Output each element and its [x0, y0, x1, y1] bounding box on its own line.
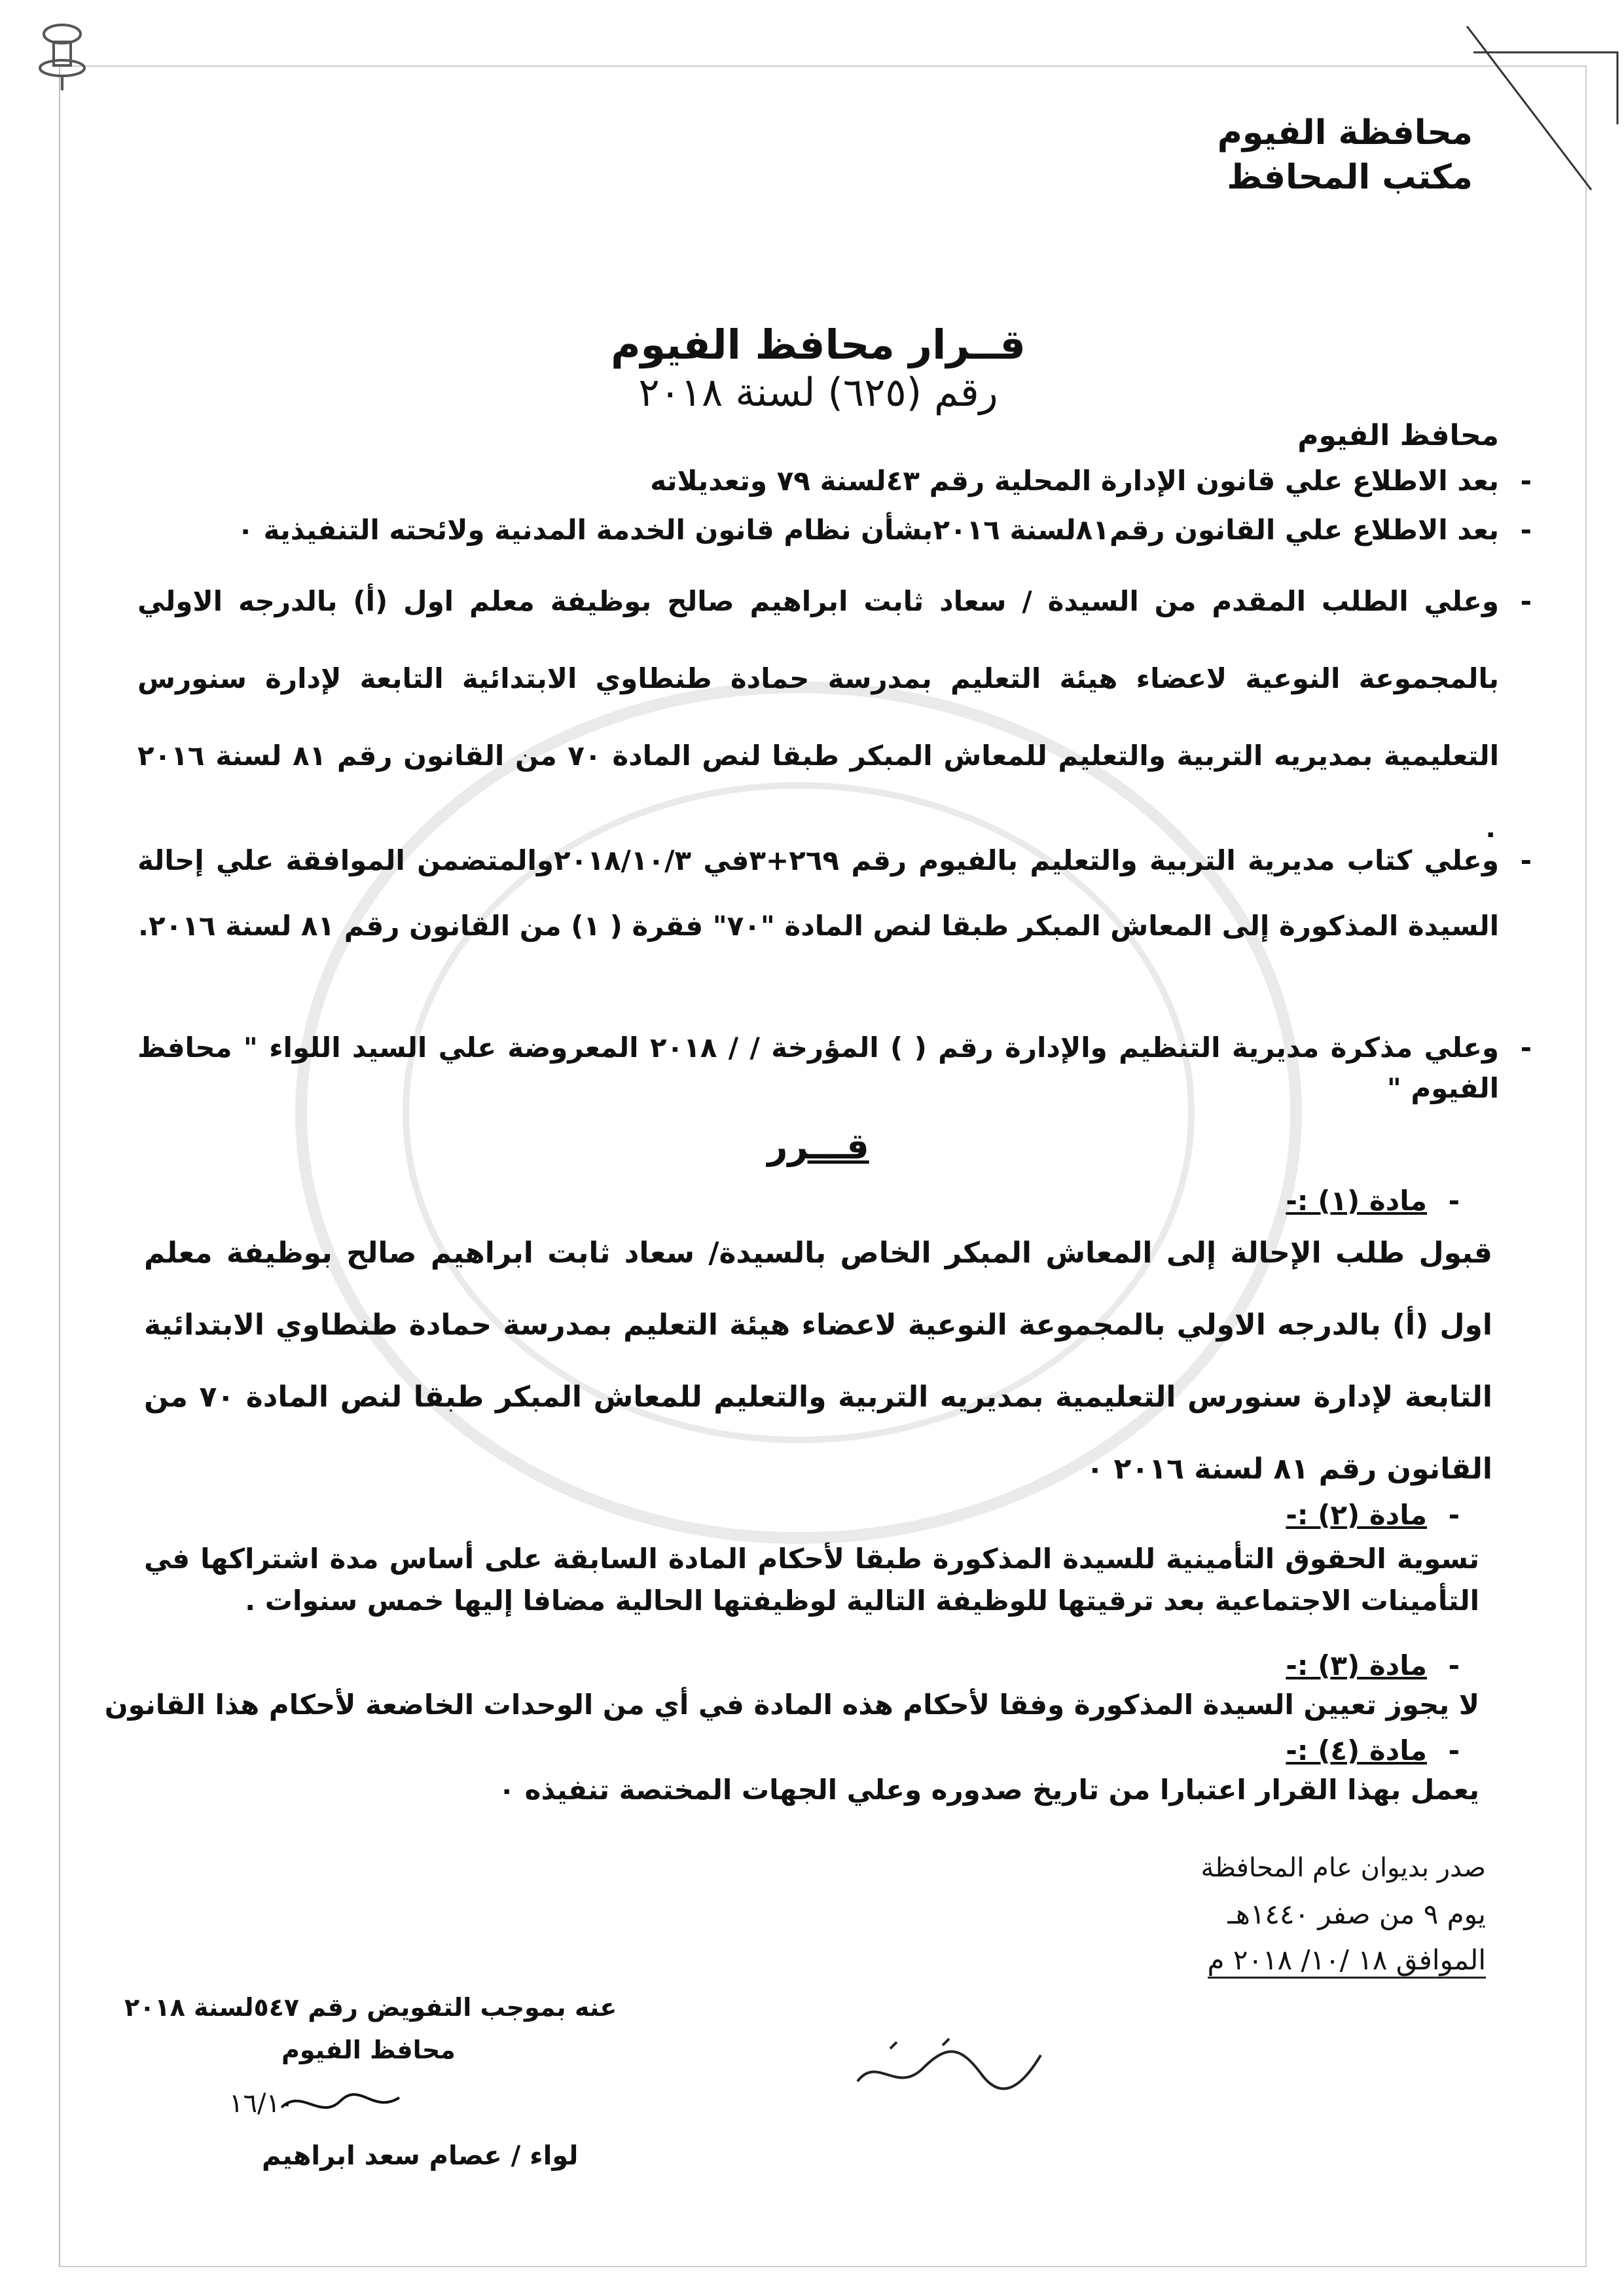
addressee: محافظ الفيوم: [1297, 419, 1499, 452]
decree-title: قــرار محافظ الفيوم: [611, 321, 1026, 368]
article-1-text: قبول طلب الإحالة إلى المعاش المبكر الخاص بالسيدة/ سعاد ثابت ابراهيم صالح بوظيفة معلم اول (أ) بالدرجه الاولي بالمجموعة النوعية لاعضاء هيئة التعليم بمدرسة حمادة طنطاوي الابتدائية التابعة لإدارة سنورس التعليمية بمديريه التربية والتعليم للمعاش المبكر طبقا لنص المادة ٧٠ من القانون رقم ٨١ لسنة ٢٠١٦ ٠: [144, 1236, 1493, 1486]
article-2-text: تسوية الحقوق التأمينية للسيدة المذكورة طبقا لأحكام المادة السابقة على أساس مدة اشتراكها في التأمينات الاجتماعية بعد ترقيتها للوظيفة التالية لوظيفتها الحالية مضافا إليها خمس سنوات .: [144, 1543, 1479, 1617]
article-3-heading: - مادة (٣) :-: [1286, 1649, 1427, 1682]
article-4-heading: - مادة (٤) :-: [1286, 1734, 1427, 1767]
article-3-text: لا يجوز تعيين السيدة المذكورة وفقا لأحكام هذه المادة في أي من الوحدات الخاضعة لأحكام هذا القانون: [104, 1689, 1479, 1721]
signatory-name: لواء / عصام سعد ابراهيم: [262, 2141, 579, 2171]
preamble-item-1: - بعد الاطلاع علي قانون الإدارة المحلية رقم ٤٣لسنة ٧٩ وتعديلاته: [137, 458, 1499, 504]
preamble-item-5: - وعلي مذكرة مديرية التنظيم والإدارة رقم ( ) المؤرخة / / ٢٠١٨ المعروضة علي السيد اللواء " محافظ الفيوم ": [137, 1028, 1499, 1109]
initials-signature: [851, 2029, 1047, 2108]
preamble-item-3: - وعلي الطلب المقدم من السيدة / سعاد ثابت ابراهيم صالح بوظيفة معلم اول (أ) بالدرجه الاولي بالمجموعة النوعية لاعضاء هيئة التعليم بمدرسة حمادة طنطاوي الابتدائية التابعة لإدارة سنورس التعليمية بمديريه التربية والتعليم للمعاش المبكر طبقا لنص المادة ٧٠ من القانون رقم ٨١ لسنة ٢٠١٦ ٠: [137, 563, 1499, 872]
decree-number: رقم (٦٢٥) لسنة ٢٠١٨: [638, 370, 998, 416]
preamble-item-2: - بعد الاطلاع علي القانون رقم٨١لسنة ٢٠١٦بشأن نظام قانون الخدمة المدنية ولائحته التنفيذية ٠: [137, 507, 1499, 553]
handwritten-signature: [275, 2081, 406, 2127]
letterhead: [1218, 111, 1473, 200]
issued-hijri-date: يوم ٩ من صفر ١٤٤٠هـ: [1227, 1898, 1486, 1930]
issued-gregorian-date: الموافق ١٨ /١٠/ ٢٠١٨ م: [1208, 1944, 1486, 1979]
decree-page: [39, 39, 1597, 2278]
issued-place: صدر بديوان عام المحافظة: [1200, 1853, 1486, 1883]
article-2-heading: - مادة (٢) :-: [1286, 1499, 1427, 1532]
signature-date-note: ١٦/١٠: [229, 2089, 295, 2119]
article-1-heading: - مادة (١) :-: [1286, 1185, 1427, 1217]
article-4-text: يعمل بهذا القرار اعتبارا من تاريخ صدوره وعلي الجهات المختصة تنفيذه ٠: [498, 1774, 1479, 1806]
governorate-name: محافظة الفيوم: [1217, 113, 1473, 152]
decision-heading: قـــرر: [767, 1126, 869, 1167]
signatory-role: محافظ الفيوم: [281, 2036, 456, 2064]
delegation-note: عنه بموجب التفويض رقم ٥٤٧لسنة ٢٠١٨: [124, 1993, 617, 2022]
preamble-item-4: - وعلي كتاب مديرية التربية والتعليم بالفيوم رقم ٢٦٩+٣في ٢٠١٨/١٠/٣والمتضمن الموافقة علي إحالة السيدة المذكورة إلى المعاش المبكر طبقا لنص المادة "٧٠" فقرة ( ١) من القانون رقم ٨١ لسنة ٢٠١٦.: [137, 828, 1499, 959]
office-name: مكتب المحافظ: [1227, 157, 1473, 197]
